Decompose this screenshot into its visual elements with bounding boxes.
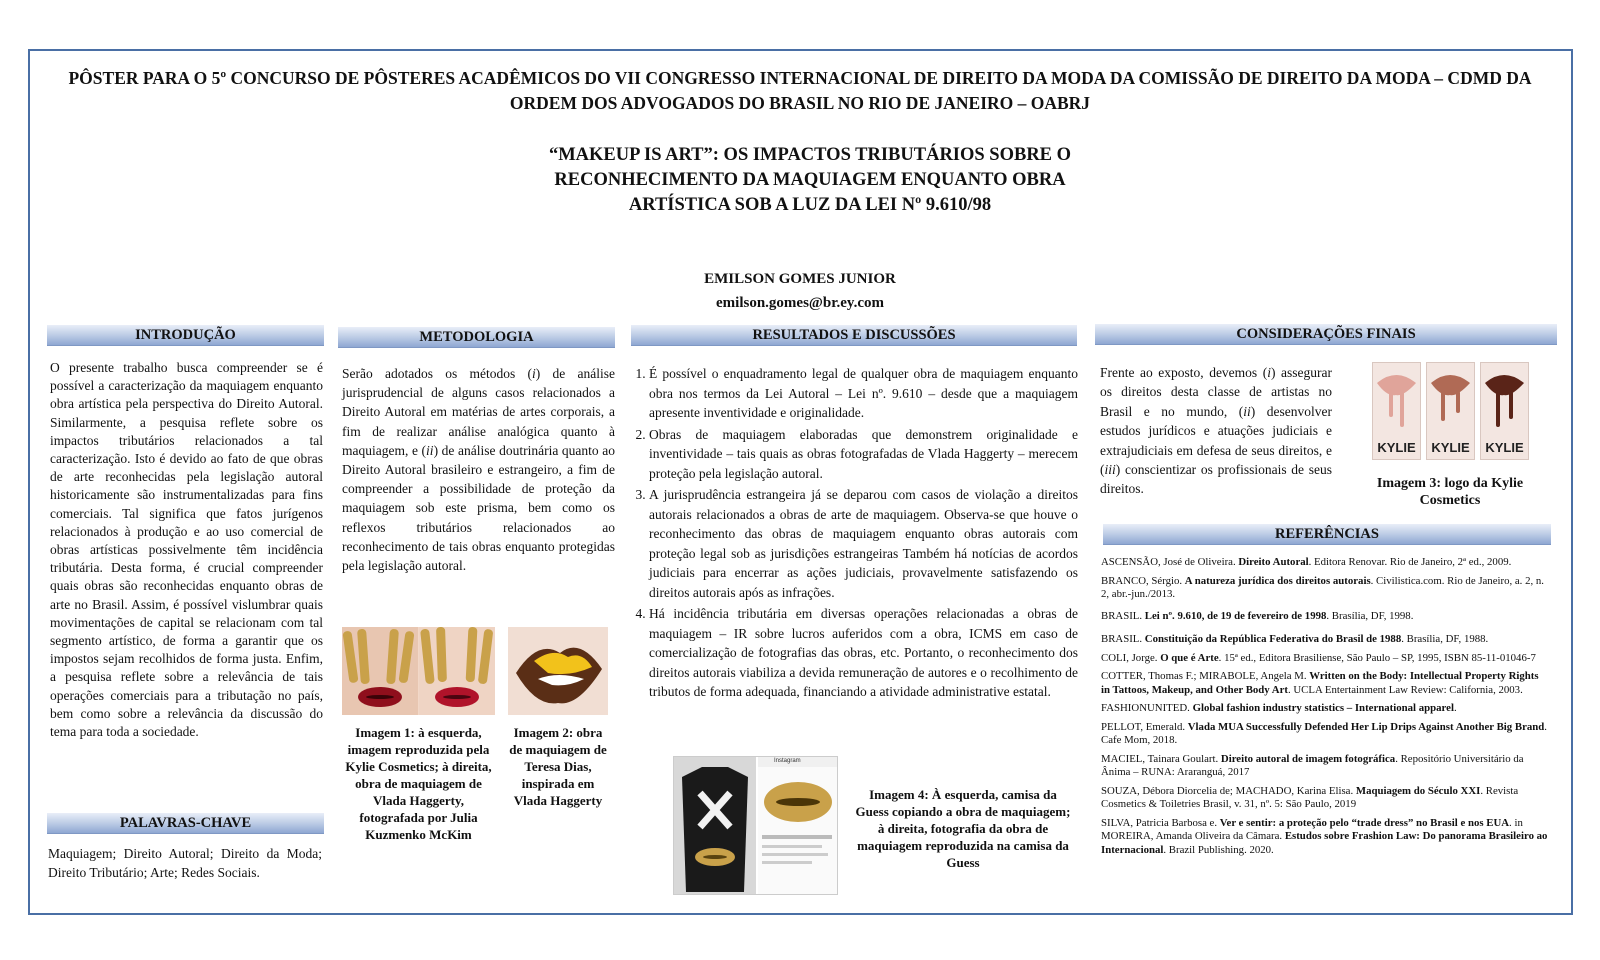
kylie-box <box>1372 362 1421 460</box>
reference-item: SILVA, Patricia Barbosa e. Ver e sentir: a proteção pelo “trade dress” no Brasil e nos EUA. in MOREIRA, Amanda Oliveira da Câmara. Estudos sobre Frashion Law: Do panorama Brasileiro ao Internacional. Brazil Publishing. 2020. <box>1101 816 1548 856</box>
kylie-label: KYLIE <box>1485 440 1524 455</box>
consideracoes-heading: CONSIDERAÇÕES FINAIS <box>1095 324 1557 345</box>
image-2-caption: Imagem 2: obra de maquiagem de Teresa Dias, inspirada em Vlada Haggerty <box>509 725 607 808</box>
kylie-label: KYLIE <box>1377 440 1416 455</box>
image-3-caption: Imagem 3: logo da Kylie Cosmetics <box>1376 476 1524 508</box>
reference-item: BRANCO, Sérgio. A natureza jurídica dos direitos autorais. Civilistica.com. Rio de Janeiro, a. 2, n. 2, abr.-jun./2013. <box>1101 574 1544 600</box>
instagram-header: Instagram <box>774 758 801 764</box>
metodologia-heading: METODOLOGIA <box>338 327 615 348</box>
reference-item: COTTER, Thomas F.; MIRABOLE, Angela M. Written on the Body: Intellectual Property Rights in Tattoos, Makeup, and Other Body Art. UCLA Entertainment Law Review: California, 2003. <box>1101 670 1539 696</box>
resultado-item: 2. Obras de maquiagem elaboradas que demonstrem originalidade e inventividade – tais quais as obras fotografadas de Vlada Haggerty – merecem proteção pela legislação autoral. <box>649 425 1078 484</box>
image-4 <box>673 756 838 895</box>
reference-item: PELLOT, Emerald. Vlada MUA Successfully Defended Her Lip Drips Against Another Big Brand. Cafe Mom, 2018. <box>1101 720 1547 746</box>
kylie-box <box>1426 362 1475 460</box>
introducao-heading: INTRODUÇÃO <box>47 325 324 346</box>
reference-item: SOUZA, Débora Diorcelia de; MACHADO, Karina Elisa. Maquiagem do Século XXI. Revista Cosmetics & Toiletries Brasil, v. 31, nº. 5: São Paulo, 2019 <box>1101 784 1519 810</box>
referencias-heading: REFERÊNCIAS <box>1103 524 1551 545</box>
lip-drip-icon <box>1373 363 1420 433</box>
lip-drip-icon <box>1427 363 1474 433</box>
palavras-chave-heading: PALAVRAS-CHAVE <box>47 813 324 834</box>
kylie-box <box>1480 362 1529 460</box>
image-1 <box>342 627 495 715</box>
resultados-list-wrap <box>631 364 1078 704</box>
makeup-photo-2 <box>508 627 608 715</box>
poster-header-title: PÔSTER PARA O 5º CONCURSO DE PÔSTERES ACADÊMICOS DO VII CONGRESSO INTERNACIONAL DE DIREITO DA MODA DA COMISSÃO DE DIREITO DA MODA – CDMD DA ORDEM DOS ADVOGADOS DO BRASIL NO RIO DE JANEIRO – OABRJ <box>68 68 1532 113</box>
author-email[interactable]: emilson.gomes@br.ey.com <box>716 295 884 311</box>
introducao-text: O presente trabalho busca compreender se é possível a caracterização da maquiagem enquanto obra artística pela perspectiva do Direito Autoral. Similarmente, a pesquisa reflete sobre os impactos tributários relacionados a tal caracterização. Isto é devido ao fato de que obras de arte reconhecidas pela legislação autoral historicamente são instrumentalizadas para fins comerciais. Tal significa que fatos jurígenos relacionados à produção e ao uso comercial de obras artísticas possivelmente têm incidência tributária. Desta forma, é crucial compreender quais obras são reconhecidas enquanto obras de arte no Brasil. Assim, é possível vislumbrar quais movimentações de capital se relacionam com tal segmento artístico, de forma a garantir que os impostos sejam recolhidos de forma justa. Enfim, a pesquisa reflete sobre a relevância de tais operações comerciais para a tributação no país, bem como sobre a relevância da discussão do tema para toda a sociedade. <box>50 360 323 740</box>
reference-item: FASHIONUNITED. Global fashion industry statistics – International apparel. <box>1101 702 1457 714</box>
resultado-item: 3. A jurisprudência estrangeira já se deparou com casos de violação a direitos autorais relacionados a obras de arte de maquiagem. Observa-se que houve o reconhecimento das obras de maquiagem enquanto obras autorais com proteção legal sob as jurisdições estrangeiras Também há notícias de acordos judiciais para encerrar as ações judiciais, provavelmente satisfazendo os direitos autorais após as infrações. <box>649 485 1078 602</box>
kylie-label: KYLIE <box>1431 440 1470 455</box>
resultados-heading: RESULTADOS E DISCUSSÕES <box>631 325 1077 346</box>
guess-shirt-photo <box>674 757 838 895</box>
reference-item: BRASIL. Constituição da República Federativa do Brasil de 1988. Brasília, DF, 1988. <box>1101 633 1489 645</box>
palavras-chave-text: Maquiagem; Direito Autoral; Direito da Moda; Direito Tributário; Arte; Redes Sociais. <box>48 846 322 880</box>
image-2 <box>508 627 608 715</box>
consideracoes-text: Frente ao exposto, devemos (i) assegurar os direitos desta classe de artistas no Brasil e no mundo, (ii) desenvolver estudos jurídicos e atuações judiciais e extrajudiciais em defesa de seus direitos, e (iii) conscientizar os profissionais de seus direitos. <box>1100 365 1332 497</box>
resultado-item: 1. É possível o enquadramento legal de qualquer obra de maquiagem enquanto obra nos termos da Lei Autoral – Lei nº. 9.610 – desde que a maquiagem apresente inventividade e originalidade. <box>649 364 1078 423</box>
resultado-item: 4. Há incidência tributária em diversas operações relacionadas a obras de maquiagem – IR sobre lucros auferidos com a obra, ICMS em caso de comercialização de fotografias das obras, etc. Portanto, o reconhecimento dos direitos autorais viabiliza a devida remuneração de autores e o recolhimento de tributos de forma adequada, financiando a atividade administrative estatal. <box>649 604 1078 702</box>
reference-item: COLI, Jorge. O que é Arte. 15ª ed., Editora Brasiliense, São Paulo – SP, 1995, ISBN 85-11-01046-7 <box>1101 651 1536 664</box>
image-1-caption: Imagem 1: à esquerda, imagem reproduzida pela Kylie Cosmetics; à direita, obra de maquiagem de Vlada Haggerty, fotografada por Julia Kuzmenko McKim <box>345 725 492 842</box>
lip-drip-icon <box>1481 363 1528 433</box>
referencias-list <box>1101 556 1549 862</box>
reference-item: BRASIL. Lei nº. 9.610, de 19 de fevereiro de 1998. Brasília, DF, 1998. <box>1101 609 1414 622</box>
makeup-photo-1 <box>342 627 495 715</box>
image-4-caption: Imagem 4: À esquerda, camisa da Guess copiando a obra de maquiagem; à direita, fotografia da obra de maquiagem reproduzida na camisa da Guess <box>855 787 1071 870</box>
reference-item: MACIEL, Tainara Goulart. Direito autoral de imagem fotográfica. Repositório Universitário da Ânima – RUNA: Araranguá, 2017 <box>1101 752 1524 778</box>
resultados-list <box>631 364 1078 702</box>
author-name: EMILSON GOMES JUNIOR <box>704 271 896 287</box>
main-title: “MAKEUP IS ART”: OS IMPACTOS TRIBUTÁRIOS SOBRE O RECONHECIMENTO DA MAQUIAGEM ENQUANTO OBRA ARTÍSTICA SOB A LUZ DA LEI Nº 9.610/98 <box>548 145 1072 215</box>
image-3 <box>1372 362 1532 464</box>
metodologia-text: Serão adotados os métodos (i) de análise jurisprudencial de alguns casos relacionados a Direito Autoral em matérias de artes corporais, a fim de realizar análise analógica quanto à maquiagem, e (ii) de análise doutrinária quanto ao Direito Autoral brasileiro e estrangeiro, a fim de compreender a possibilidade de proteção da maquiagem sob este prisma, bem como os reflexos tributários relacionados ao reconhecimento de tais obras enquanto protegidas pela legislação autoral. <box>342 366 615 574</box>
reference-item: ASCENSÃO, José de Oliveira. Direito Autoral. Editora Renovar. Rio de Janeiro, 2ª ed., 2009. <box>1101 556 1512 568</box>
author-block <box>600 267 1000 315</box>
